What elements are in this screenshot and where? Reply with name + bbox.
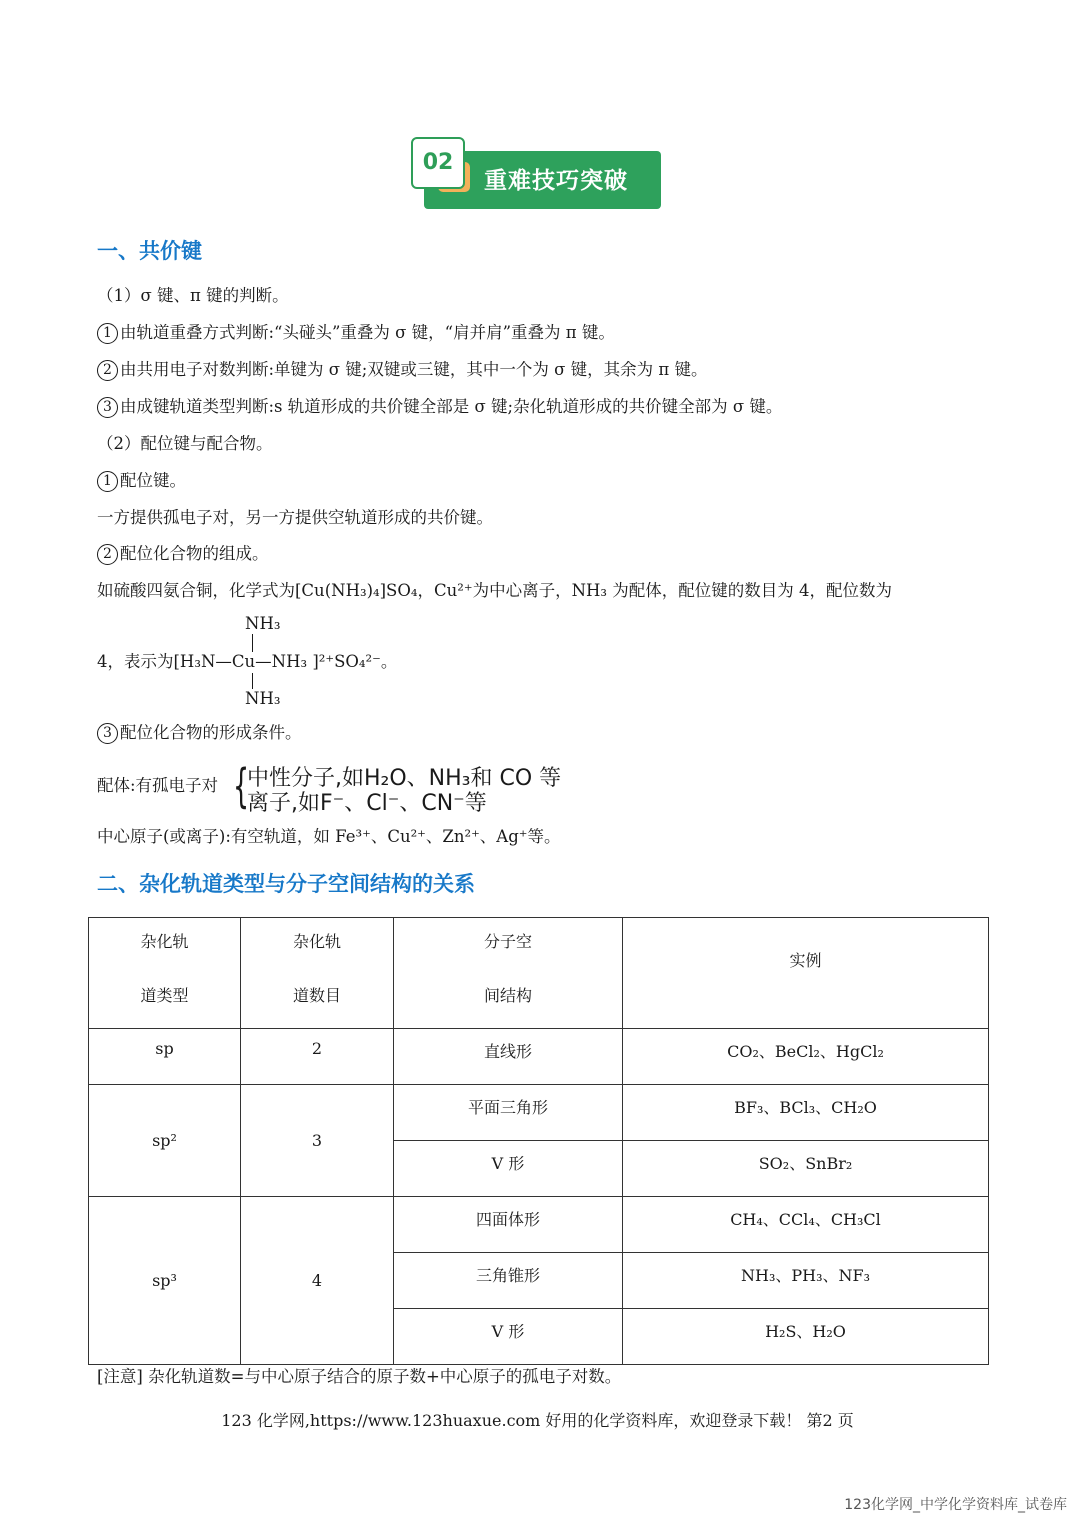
ligand-label: 配体:有孤电子对 bbox=[97, 776, 219, 795]
section-heading-2: 二、杂化轨道类型与分子空间结构的关系 bbox=[97, 872, 475, 896]
type-cell: sp³ bbox=[89, 1197, 241, 1365]
circled-number: 2 bbox=[97, 544, 118, 565]
section-number-badge: 02 bbox=[411, 137, 465, 189]
paragraph-sigma-pi: （1）σ 键、π 键的判断。 bbox=[97, 286, 289, 305]
type-cell: sp bbox=[89, 1029, 241, 1085]
watermark: 123化学网_中学化学资料库_试卷库 bbox=[844, 1497, 1067, 1513]
example-cell: H₂S、H₂O bbox=[623, 1309, 989, 1365]
header-cell: 杂化轨 道类型 bbox=[89, 918, 241, 1029]
shape-cell: 直线形 bbox=[394, 1029, 623, 1085]
count-cell: 3 bbox=[241, 1085, 394, 1197]
item-text: 由成键轨道类型判断:s 轨道形成的共价键全部是 σ 键;杂化轨道形成的共价键全部为 σ 键。 bbox=[120, 397, 783, 416]
item-text: 由共用电子对数判断:单键为 σ 键;双键或三键，其中一个为 σ 键，其余为 π 键。 bbox=[120, 360, 708, 379]
item-text: 配位化合物的组成。 bbox=[120, 544, 269, 563]
item-formation-conditions bbox=[97, 722, 302, 744]
count-cell: 2 bbox=[241, 1029, 394, 1085]
shape-cell: V 形 bbox=[394, 1141, 623, 1197]
bond-line-bottom bbox=[252, 673, 253, 689]
section-heading-1: 一、共价键 bbox=[97, 239, 202, 263]
table-header-row bbox=[89, 918, 989, 1029]
circled-number: 2 bbox=[97, 360, 118, 381]
circled-number: 1 bbox=[97, 471, 118, 492]
item-text: 配位键。 bbox=[120, 471, 186, 490]
item-coord-bond bbox=[97, 470, 186, 492]
example-cell: CO₂、BeCl₂、HgCl₂ bbox=[623, 1029, 989, 1085]
table-row bbox=[89, 1197, 989, 1253]
ligand-ions: 离子,如F⁻、Cl⁻、CN⁻等 bbox=[247, 791, 487, 816]
table-row bbox=[89, 1029, 989, 1085]
hybridization-table bbox=[88, 917, 989, 1365]
banner-title: 重难技巧突破 bbox=[484, 168, 628, 194]
example-cell: CH₄、CCl₄、CH₃Cl bbox=[623, 1197, 989, 1253]
bond-line-top bbox=[252, 634, 253, 652]
item-text: 由轨道重叠方式判断:“头碰头”重叠为 σ 键，“肩并肩”重叠为 π 键。 bbox=[120, 323, 615, 342]
center-atom-line: 中心原子(或离子):有空轨道，如 Fe³⁺、Cu²⁺、Zn²⁺、Ag⁺等。 bbox=[97, 827, 561, 846]
shape-cell: V 形 bbox=[394, 1309, 623, 1365]
paragraph-coordination: （2）配位键与配合物。 bbox=[97, 434, 273, 453]
item-orbital-type bbox=[97, 396, 782, 418]
note-line: [注意] 杂化轨道数=与中心原子结合的原子数+中心原子的孤电子对数。 bbox=[97, 1367, 622, 1386]
shape-cell: 平面三角形 bbox=[394, 1085, 623, 1141]
circled-number: 3 bbox=[97, 723, 118, 744]
item-composition bbox=[97, 543, 269, 565]
coord-bond-definition: 一方提供孤电子对，另一方提供空轨道形成的共价键。 bbox=[97, 508, 493, 527]
circled-number: 1 bbox=[97, 323, 118, 344]
nh3-top-label: NH₃ bbox=[245, 614, 281, 633]
example-line: 如硫酸四氨合铜，化学式为[Cu(NH₃)₄]SO₄，Cu²⁺为中心离子，NH₃ 为配体，配位键的数目为 4，配位数为 bbox=[97, 581, 893, 600]
page-footer: 123 化学网,https://www.123huaxue.com 好用的化学资料库，欢迎登录下载！ 第2 页 bbox=[221, 1411, 854, 1430]
item-overlap bbox=[97, 322, 615, 344]
header-cell: 实例 bbox=[623, 918, 989, 1029]
header-cell: 杂化轨 道数目 bbox=[241, 918, 394, 1029]
nh3-bottom-label: NH₃ bbox=[245, 689, 281, 708]
example-cell: SO₂、SnBr₂ bbox=[623, 1141, 989, 1197]
ligand-neutral-molecules: 中性分子,如H₂O、NH₃和 CO 等 bbox=[247, 766, 562, 791]
item-electron-pairs bbox=[97, 359, 707, 381]
table-row bbox=[89, 1085, 989, 1141]
header-cell: 分子空 间结构 bbox=[394, 918, 623, 1029]
shape-cell: 三角锥形 bbox=[394, 1253, 623, 1309]
circled-number: 3 bbox=[97, 397, 118, 418]
structure-formula-line: 4，表示为[H₃N—Cu—NH₃ ]²⁺SO₄²⁻。 bbox=[97, 652, 398, 671]
shape-cell: 四面体形 bbox=[394, 1197, 623, 1253]
example-cell: BF₃、BCl₃、CH₂O bbox=[623, 1085, 989, 1141]
example-cell: NH₃、PH₃、NF₃ bbox=[623, 1253, 989, 1309]
brace-symbol: { bbox=[233, 759, 250, 813]
item-text: 配位化合物的形成条件。 bbox=[120, 723, 302, 742]
count-cell: 4 bbox=[241, 1197, 394, 1365]
type-cell: sp² bbox=[89, 1085, 241, 1197]
